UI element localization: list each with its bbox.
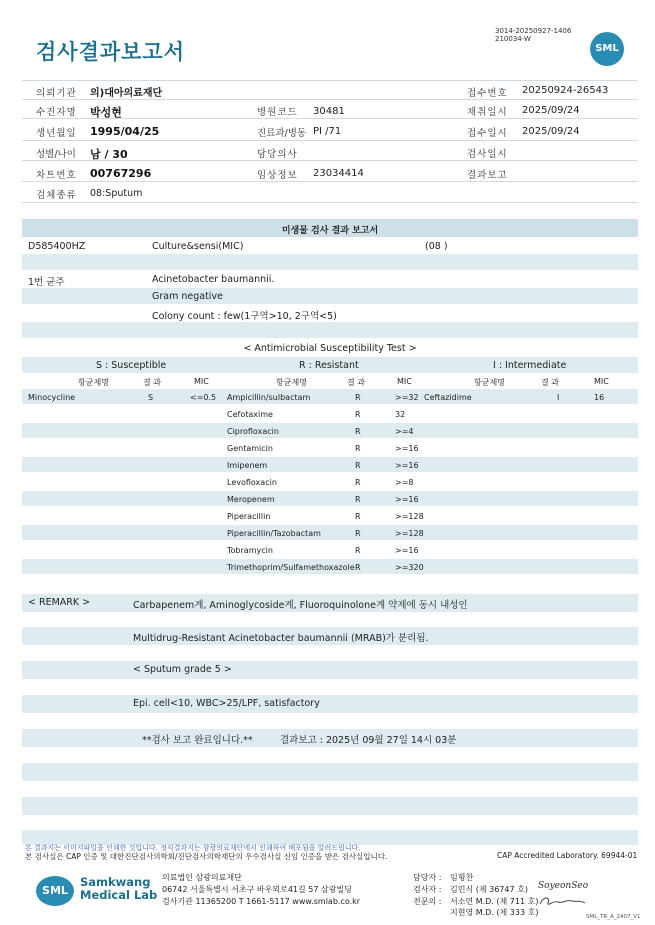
cert-notice: 본 검사실은 CAP 인증 및 대한진단검사의학회/진단검사의학재단의 우수검사실 신임 인증을 받은 검사실입니다. [25,852,388,861]
ast-drug: Cefotaxime [227,410,273,419]
ast-drug: Gentamicin [227,444,273,453]
ast-result: R [355,546,361,555]
ast-result: I [557,393,560,402]
ast-mic: <=0.5 [190,393,217,402]
collect-value: 2025/09/24 [522,105,580,116]
hosp-code-value: 30481 [313,106,345,117]
ast-mic: >=32 [395,393,419,402]
ast-drug: Piperacillin [227,512,271,521]
sml-footer-logo: SML [36,876,74,906]
brand-line-2: Medical Lab [80,888,158,902]
document-id [495,27,571,43]
divider [22,80,638,81]
ast-result: R [355,410,361,419]
ast-mic: >=320 [395,563,424,572]
ast-mic: >=16 [395,495,419,504]
organism-label: 1번 균주 [28,277,65,288]
name-value: 박성현 [90,106,122,119]
ast-result: R [355,529,361,538]
ast-row-band [22,491,638,506]
document-id-line-2: 210034-W [495,35,531,43]
gram-stain: Gram negative [152,291,223,302]
ast-mic: >=16 [395,444,419,453]
form-code: SML_TR_A_2407_V1 [586,914,641,920]
dob-value: 1995/04/25 [90,125,160,138]
ast-drug: Tobramycin [227,546,273,555]
test-name: Culture&sensi(MIC) [152,241,244,252]
ast-drug: Piperacillin/Tazobactam [227,529,321,538]
ast-mic: 32 [395,410,406,419]
row-band [22,288,638,304]
remark-label: < REMARK > [28,597,91,608]
remark-band [22,695,638,713]
name-label: 수진자명 [36,107,77,118]
ast-result: R [355,393,361,402]
manager-name: 임형찬 [450,873,474,882]
ast-mic: 16 [594,393,605,402]
ast-mic: >=128 [395,512,424,521]
tester-label: 검사자 : [413,885,442,894]
ast-result: R [355,444,361,453]
chart-value: 00767296 [90,167,152,180]
cap-accreditation: CAP Accredited Laboratory. 69944-01 [497,851,638,860]
result-label: 결과보고 [467,170,508,181]
organism-name: Acinetobacter baumannii. [152,274,275,285]
expert-name-1: 서소연 M.D. (제 711 호) [450,897,539,906]
tester-name: 김민식 (제 36747 호) [450,885,528,894]
col-header-drug: 항균제명 [276,378,307,387]
col-header-drug: 항균제명 [78,378,109,387]
ast-mic: >=8 [395,478,414,487]
manager-label: 담당자 : [413,873,442,882]
ast-drug: Levofloxacin [227,478,277,487]
legend-resistant: R : Resistant [299,360,359,371]
signature-scribble-icon [538,894,588,908]
ast-result: R [355,495,361,504]
ast-result: R [355,512,361,521]
ast-result: R [355,563,361,572]
org-name: 의료법인 삼광의료재단 [162,873,242,882]
row-band [22,254,638,270]
legend-intermediate: I : Intermediate [493,360,567,371]
expert-name-2: 지현영 M.D. (제 333 호) [450,908,539,917]
ast-drug: Ceftazidime [424,393,472,402]
hosp-code-label: 병원코드 [257,107,298,118]
signature: SoyeonSeo [538,881,589,891]
ast-mic: >=16 [395,461,419,470]
ast-drug: Ampicillin/sulbactam [227,393,311,402]
accept-no-value: 20250924-26543 [522,85,609,96]
org-contact: 검사기관 11365200 T 1661-5117 www.smlab.co.kr [162,897,361,906]
expert-label: 전문의 : [413,897,442,906]
remark-line-4: Epi. cell<10, WBC>25/LPF, satisfactory [133,698,320,709]
legend-susceptible: S : Susceptible [96,360,167,371]
remark-line-1: Carbapenem계, Aminoglycoside계, Fluoroquinolone계 약제에 동시 내성인 [133,600,468,611]
report-done: **검사 보고 완료입니다.** [142,735,253,746]
empty-band [22,797,638,815]
ast-title: < Antimicrobial Susceptibility Test > [243,343,417,354]
ast-row-band [22,389,638,404]
specimen-value: 08:Sputum [90,188,143,199]
org-address: 06742 서울특별시 서초구 바우뫼로41길 57 삼광빌딩 [162,885,352,894]
col-header-mic: MIC [594,377,609,386]
divider [22,202,638,203]
test-spec: (08 ) [425,241,448,252]
dob-label: 생년월일 [36,128,77,139]
test-date-label: 검사일시 [467,149,508,160]
remark-band [22,661,638,679]
empty-band [22,763,638,781]
dept-label: 진료과/병동 [257,128,307,139]
col-header-mic: MIC [397,377,412,386]
remark-line-2: Multidrug-Resistant Acinetobacter baumannii (MRAB)가 분리됨. [133,633,429,644]
ast-row-band [22,525,638,540]
ast-mic: >=4 [395,427,414,436]
chart-label: 차트번호 [36,170,77,181]
clinical-value: 23034414 [313,168,364,179]
col-header-result: 결 과 [347,378,365,387]
brand-name [80,876,157,902]
col-header-mic: MIC [194,377,209,386]
accept-date-value: 2025/09/24 [522,126,580,137]
col-header-drug: 항균제명 [474,378,505,387]
ast-mic: >=128 [395,529,424,538]
ast-drug: Imipenem [227,461,268,470]
ast-drug: Trimethoprim/Sulfamethoxazole [227,563,355,572]
divider [22,99,638,100]
sml-logo: SML [590,32,624,66]
req-org-value: 의)대아의료재단 [90,88,163,99]
page-title: 검사결과보고서 [36,40,186,64]
ast-result: R [355,478,361,487]
dept-value: PI /71 [313,126,342,137]
ast-result: S [148,393,154,402]
ast-drug: Meropenem [227,495,275,504]
ast-drug: Ciprofloxacin [227,427,279,436]
brand-line-1: Samkwang [80,875,151,889]
colony-count: Colony count : few(1구역>10, 2구역<5) [152,311,337,322]
ast-row-band [22,423,638,438]
section-title: 미생물 검사 결과 보고서 [281,226,379,236]
remark-line-3: < Sputum grade 5 > [133,664,232,675]
ast-row-band [22,457,638,472]
col-header-result: 결 과 [541,378,559,387]
report-time: 결과보고 : 2025년 09월 27일 14시 03분 [280,735,457,746]
clinical-label: 임상정보 [257,170,298,181]
ast-mic: >=16 [395,546,419,555]
accept-no-label: 접수번호 [467,88,508,99]
ast-result: R [355,427,361,436]
req-org-label: 의뢰기관 [36,88,77,99]
divider [22,140,638,141]
row-band [22,322,638,338]
print-notice: 본 결과지는 이미지파일을 인쇄한 것입니다. 정식결과지는 삼광의료재단에서 인쇄하여 배포됨을 알려드립니다. [25,844,361,852]
sex-age-label: 성별/나이 [36,149,76,160]
document-id-line-1: 3014-20250927-1406 [495,27,572,35]
sex-age-value: 남 / 30 [90,148,128,161]
test-code: D585400HZ [28,241,86,252]
accept-date-label: 접수일시 [467,128,508,139]
collect-label: 채취일시 [467,107,508,118]
doctor-label: 담당의사 [257,149,298,160]
col-header-result: 결 과 [143,378,161,387]
ast-result: R [355,461,361,470]
ast-drug: Minocycline [28,393,76,402]
specimen-label: 검체종류 [36,190,77,201]
divider [22,181,638,182]
